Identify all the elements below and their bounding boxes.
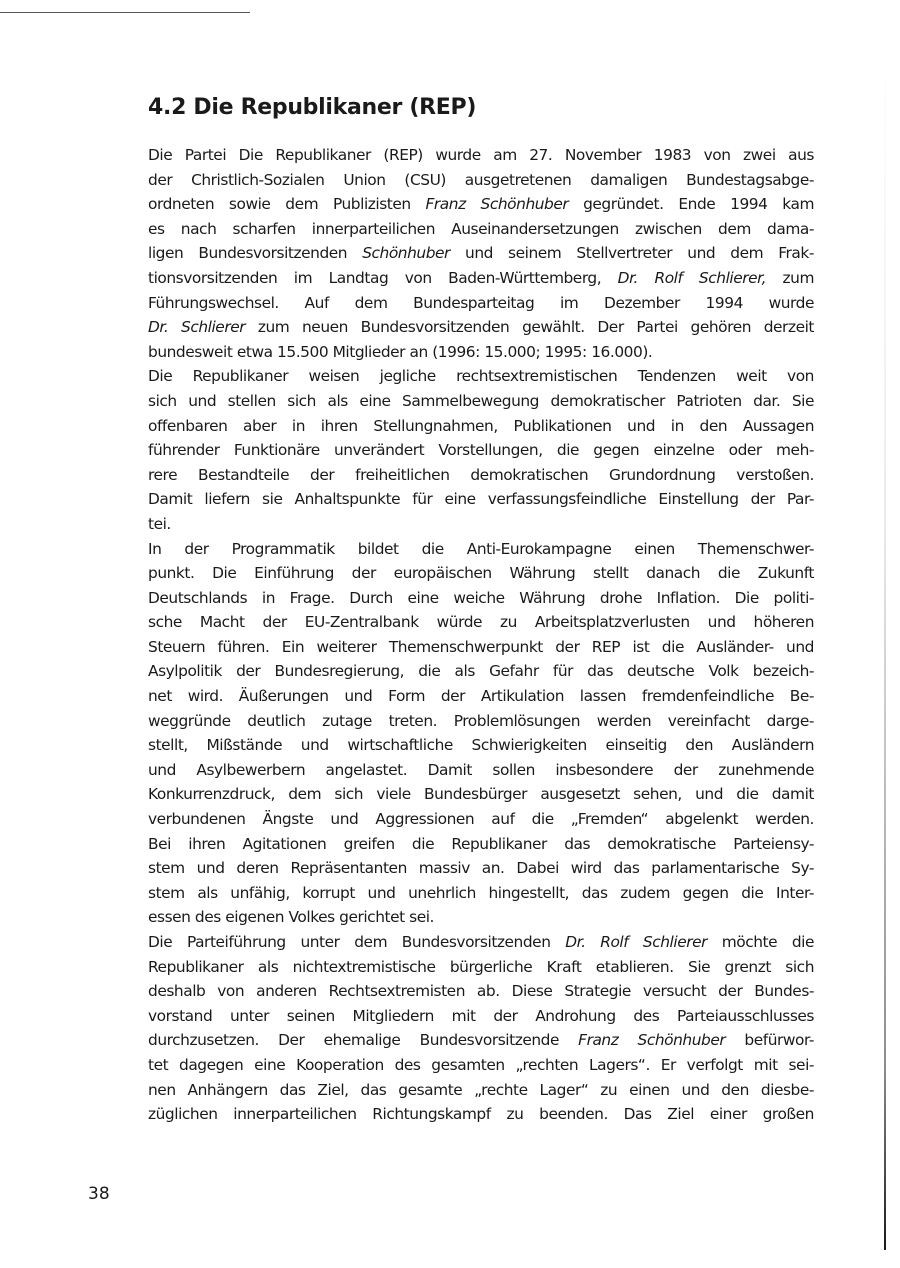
text-segment: weggründe deutlich zutage treten. Problemlösungen werden vereinfacht darge- bbox=[148, 711, 814, 730]
text-segment: möchte die bbox=[707, 933, 814, 951]
text-segment: züglichen innerparteilichen Richtungskampf zu beenden. Das Ziel einer großen bbox=[148, 1105, 814, 1124]
text-line bbox=[148, 930, 814, 955]
text-segment: Konkurrenzdruck, dem sich viele Bundesbürger ausgesetzt sehen, und die damit bbox=[148, 785, 814, 804]
text-line bbox=[148, 709, 814, 734]
text-segment: ligen Bundesvorsitzenden bbox=[148, 244, 363, 263]
text-segment: sich und stellen sich als eine Sammelbewegung demokratischer Patrioten dar. Sie bbox=[148, 391, 814, 410]
text-segment: Die Parteiführung unter dem Bundesvorsitzenden bbox=[148, 933, 566, 951]
text-line bbox=[148, 217, 814, 242]
section-heading: 4.2 Die Republikaner (REP) bbox=[148, 95, 477, 120]
text-segment: durchzusetzen. Der ehemalige Bundesvorsitzende bbox=[148, 1031, 579, 1050]
text-segment: ordneten sowie dem Publizisten bbox=[148, 195, 426, 214]
paragraph-3 bbox=[148, 537, 814, 931]
text-line bbox=[148, 364, 814, 389]
text-line bbox=[148, 979, 814, 1004]
text-segment: zum neuen Bundesvorsitzenden gewählt. Der Partei gehören derzeit bbox=[245, 318, 814, 337]
text-line bbox=[148, 881, 814, 906]
text-segment: bundesweit etwa 15.500 Mitglieder an (1996: 15.000; 1995: 16.000). bbox=[148, 342, 653, 361]
text-line bbox=[148, 340, 814, 365]
text-line bbox=[148, 955, 814, 980]
text-segment: zum bbox=[766, 268, 814, 287]
text-line bbox=[148, 733, 814, 758]
text-segment: Die Partei Die Republikaner (REP) wurde am 27. November 1983 von zwei aus bbox=[148, 146, 814, 164]
text-segment: rere Bestandteile der freiheitlichen demokratischen Grundordnung verstoßen. bbox=[148, 465, 814, 484]
text-line bbox=[148, 856, 814, 881]
text-line bbox=[148, 905, 814, 930]
text-line bbox=[148, 438, 814, 463]
text-segment: Damit liefern sie Anhaltspunkte für eine verfassungsfeindliche Einstellung der Par- bbox=[148, 490, 814, 509]
italic-name: Dr. Rolf Schlierer bbox=[565, 933, 708, 951]
text-line bbox=[148, 512, 814, 537]
text-segment: führender Funktionäre unverändert Vorstellungen, die gegen einzelne oder meh- bbox=[148, 441, 814, 460]
text-segment: stem als unfähig, korrupt und unehrlich hingestellt, das zudem gegen die Inter- bbox=[148, 883, 814, 902]
text-segment: deshalb von anderen Rechtsextremisten ab. Diese Strategie versucht der Bundes- bbox=[148, 982, 814, 1001]
scan-artifact-line bbox=[0, 12, 250, 13]
text-line bbox=[148, 1102, 814, 1127]
text-segment: Bei ihren Agitationen greifen die Republikaner das demokratische Parteiensy- bbox=[148, 834, 814, 853]
paragraph-2 bbox=[148, 364, 814, 536]
text-line bbox=[148, 1004, 814, 1029]
text-line bbox=[148, 241, 814, 266]
text-line bbox=[148, 758, 814, 783]
text-line bbox=[148, 266, 814, 291]
text-segment: nen Anhängern das Ziel, das gesamte „rechte Lager“ zu einen und den diesbe- bbox=[148, 1080, 814, 1099]
paragraph-4 bbox=[148, 930, 814, 1127]
text-line bbox=[148, 1028, 814, 1053]
text-segment: vorstand unter seinen Mitgliedern mit der Androhung des Parteiausschlusses bbox=[148, 1006, 814, 1025]
text-segment: stem und deren Repräsentanten massiv an. Dabei wird das parlamentarische Sy- bbox=[148, 859, 814, 878]
text-segment: Deutschlands in Frage. Durch eine weiche Währung drohe Inflation. Die politi- bbox=[148, 588, 814, 607]
text-segment: stellt, Mißstände und wirtschaftliche Schwierigkeiten einseitig den Ausländern bbox=[148, 736, 814, 755]
text-segment: In der Programmatik bildet die Anti-Eurokampagne einen Themenschwer- bbox=[148, 539, 814, 558]
text-line bbox=[148, 1078, 814, 1103]
text-segment: Führungswechsel. Auf dem Bundesparteitag im Dezember 1994 wurde bbox=[148, 293, 814, 312]
text-segment: es nach scharfen innerparteilichen Auseinandersetzungen zwischen dem dama- bbox=[148, 219, 814, 238]
page-edge-shadow bbox=[884, 40, 886, 1250]
italic-name: Franz Schönhuber bbox=[578, 1031, 726, 1050]
text-segment: punkt. Die Einführung der europäischen Währung stellt danach die Zukunft bbox=[148, 564, 814, 583]
text-line bbox=[148, 684, 814, 709]
text-line bbox=[148, 192, 814, 217]
italic-name: Dr. Schlierer bbox=[148, 318, 246, 337]
text-segment: sche Macht der EU-Zentralbank würde zu Arbeitsplatzverlusten und höheren bbox=[148, 613, 814, 632]
text-line bbox=[148, 610, 814, 635]
text-segment: essen des eigenen Volkes gerichtet sei. bbox=[148, 908, 434, 927]
text-line bbox=[148, 659, 814, 684]
text-line bbox=[148, 537, 814, 562]
text-segment: net wird. Äußerungen und Form der Artikulation lassen fremdenfeindliche Be- bbox=[148, 687, 814, 706]
text-segment: und Asylbewerbern angelastet. Damit sollen insbesondere der zunehmende bbox=[148, 760, 814, 779]
text-segment: Republikaner als nichtextremistische bürgerliche Kraft etablieren. Sie grenzt sich bbox=[148, 957, 814, 976]
text-line bbox=[148, 586, 814, 611]
text-segment: befürwor- bbox=[725, 1031, 815, 1050]
text-line bbox=[148, 807, 814, 832]
text-line bbox=[148, 782, 814, 807]
text-line bbox=[148, 414, 814, 439]
text-line bbox=[148, 561, 814, 586]
text-line bbox=[148, 389, 814, 414]
text-line bbox=[148, 635, 814, 660]
text-segment: der Christlich-Sozialen Union (CSU) ausgetretenen damaligen Bundestagsabge- bbox=[148, 170, 814, 189]
text-segment: Die Republikaner weisen jegliche rechtsextremistischen Tendenzen weit von bbox=[148, 367, 814, 386]
paragraph-1 bbox=[148, 143, 814, 364]
text-line bbox=[148, 463, 814, 488]
text-line bbox=[148, 291, 814, 316]
text-segment: gegründet. Ende 1994 kam bbox=[568, 195, 815, 214]
text-line bbox=[148, 832, 814, 857]
text-segment: Steuern führen. Ein weiterer Themenschwerpunkt der REP ist die Ausländer- und bbox=[148, 637, 814, 656]
text-segment: verbundenen Ängste und Aggressionen auf die „Fremden“ abgelenkt werden. bbox=[148, 810, 814, 829]
text-line bbox=[148, 1053, 814, 1078]
text-segment: und seinem Stellvertreter und dem Frak- bbox=[449, 244, 814, 263]
text-line bbox=[148, 487, 814, 512]
text-line bbox=[148, 168, 814, 193]
text-segment: tionsvorsitzenden im Landtag von Baden-Württemberg, bbox=[148, 268, 618, 287]
italic-name: Dr. Rolf Schlierer, bbox=[617, 268, 767, 287]
text-line bbox=[148, 315, 814, 340]
body-text bbox=[148, 143, 814, 1127]
text-segment: Asylpolitik der Bundesregierung, die als Gefahr für das deutsche Volk bezeich- bbox=[148, 662, 814, 681]
page-number: 38 bbox=[88, 1184, 110, 1204]
text-line bbox=[148, 143, 814, 168]
text-segment: tet dagegen eine Kooperation des gesamten „rechten Lagers“. Er verfolgt mit sei- bbox=[148, 1055, 814, 1074]
text-segment: tei. bbox=[148, 514, 171, 533]
text-segment: offenbaren aber in ihren Stellungnahmen, Publikationen und in den Aussagen bbox=[148, 416, 814, 435]
italic-name: Schönhuber bbox=[362, 244, 450, 263]
italic-name: Franz Schönhuber bbox=[425, 195, 569, 214]
